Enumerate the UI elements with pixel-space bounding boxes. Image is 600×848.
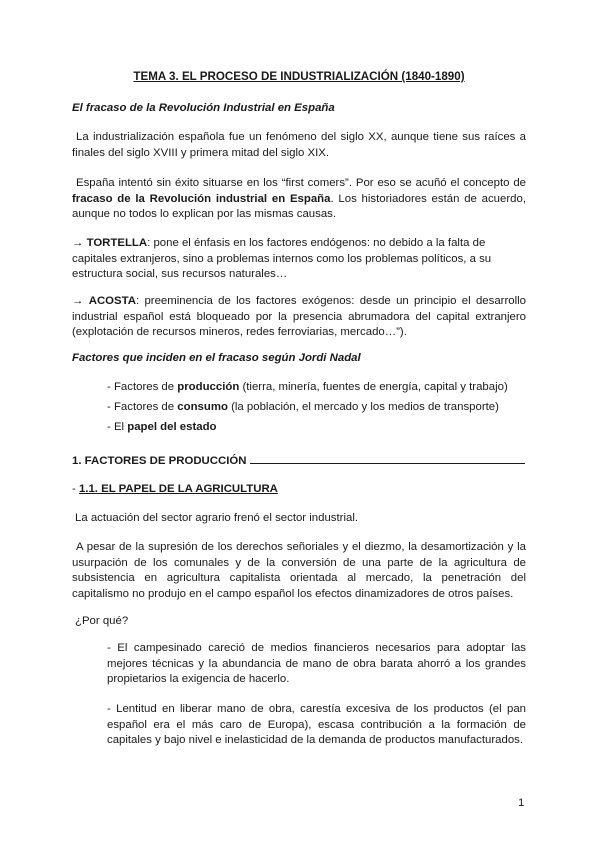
paragraph-sector-agrario: La actuación del sector agrario frenó el sector industrial. [75, 512, 359, 524]
list-item-consumo [107, 400, 526, 416]
paragraph-supresion: A pesar de la supresión de los derechos señoriales y el diezmo, la desamortización y la usurpación de los comunales y de la conversión de una parte de la agricultura de subsistencia en agricultura capitalista orientada al mercado, la penetración del capitalismo no produjo en el campo español los efectos dinamizadores de otros países. [72, 541, 526, 600]
section-heading-produccion [72, 453, 526, 470]
subtitle-factores-nadal: Factores que inciden en el fracaso según Jordi Nadal [72, 352, 361, 364]
section-underline-rule [250, 453, 525, 464]
p2-text-a: España intentó sin éxito situarse en los “first comers”. Por eso se acuñó el concepto de [76, 177, 526, 189]
tortella-text: : pone el énfasis en los factores endógenos: no debido a la falta de capitales extranjeros, sino a problemas internos como los problemas políticos, a su estructura social, sus recursos naturales… [72, 237, 492, 280]
section-1-title: 1. FACTORES DE PRODUCCIÓN [72, 455, 247, 467]
page-number: 1 [518, 797, 525, 809]
reason-campesinado: - El campesinado careció de medios financieros necesarios para adoptar las mejores técnicas y la abundancia de mano de obra barata ahorró a los grandes propietarios la exigencia de hacerlo. [107, 642, 526, 685]
tortella-name: TORTELLA [86, 237, 148, 249]
factor-detail: (tierra, minería, fuentes de energía, capital y trabajo) [239, 381, 508, 393]
acosta-text: : preeminencia de los factores exógenos: desde un principio el desarrollo industrial español está bloqueado por la presencia abrumadora del capital extranjero (explotación de recursos mineros, redes ferroviarias, mercado…”). [72, 295, 526, 338]
paragraph-tortella [72, 236, 526, 283]
factor-bold: papel del estado [127, 421, 217, 433]
p2-bold-concept: fracaso de la Revolución industrial en España [72, 192, 331, 205]
arrow-icon: → [72, 295, 89, 307]
arrow-icon: → [72, 237, 87, 249]
question-por-que: ¿Por qué? [75, 615, 129, 627]
subtitle-fracaso: El fracaso de la Revolución Industrial en España [72, 102, 335, 114]
factor-prefix: - Factores de [107, 381, 178, 393]
section-heading-agricultura [72, 482, 526, 498]
list-item-produccion [107, 380, 526, 396]
reason-lentitud: - Lentitud en liberar mano de obra, carestía excesiva de los productos (el pan español era el más caro de Europa), escasa contribución a la formación de capitales y bajo nivel e inelasticidad de la demanda de productos manufacturados. [107, 703, 526, 746]
paragraph-intro: La industrialización española fue un fenómeno del siglo XX, aunque tiene sus raíces a finales del siglo XVIII y primera mitad del siglo XIX. [72, 131, 526, 159]
factor-detail: (la población, el mercado y los medios de transporte) [227, 401, 499, 413]
page-title: TEMA 3. EL PROCESO DE INDUSTRIALIZACIÓN (1840-1890) [133, 70, 465, 83]
factor-bold: producción [177, 381, 240, 393]
factor-bold: consumo [177, 401, 228, 413]
factor-prefix: - El [107, 421, 128, 433]
factor-prefix: - Factores de [107, 401, 178, 413]
acosta-name: ACOSTA [88, 295, 136, 307]
section-11-title: 1.1. EL PAPEL DE LA AGRICULTURA [78, 483, 278, 495]
p2-text-c: . Los historiadores están de acuerdo, aunque no todos lo explican por las mismas causas. [72, 192, 526, 220]
section-11-prefix: - [72, 483, 79, 495]
list-item-estado [107, 420, 526, 436]
paragraph-acosta [72, 294, 526, 341]
paragraph-first-comers [72, 176, 526, 223]
